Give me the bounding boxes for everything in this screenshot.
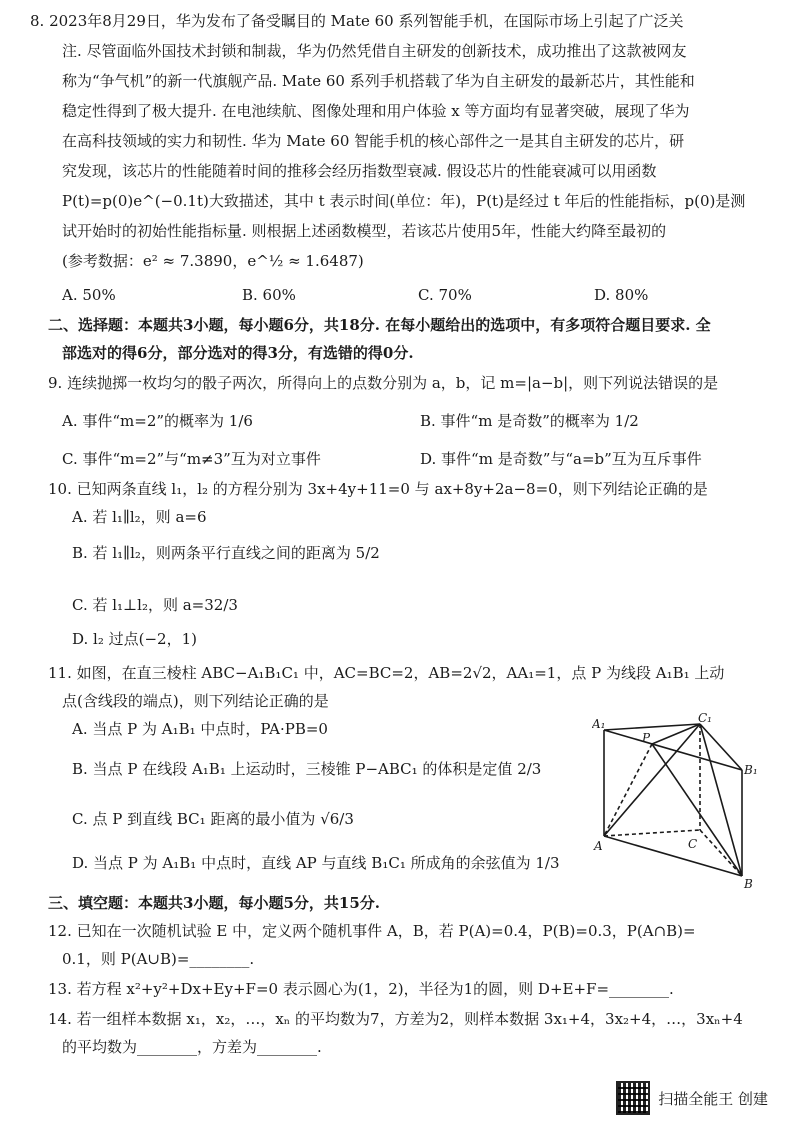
segment-p-b xyxy=(652,744,742,876)
qr-code-icon xyxy=(616,1081,650,1115)
label-b1: B₁ xyxy=(744,763,758,777)
q12-line-2: 0.1，则 P(A∪B)=________. xyxy=(62,950,255,968)
edge-a1-c1 xyxy=(604,724,700,730)
section3-heading: 三、填空题：本题共3小题，每小题5分，共15分. xyxy=(48,894,380,912)
q9-option-c: C. 事件“m=2”与“m≠3”互为对立事件 xyxy=(62,450,321,468)
section2-heading-line-1: 二、选择题：本题共3小题，每小题6分，共18分. 在每小题给出的选项中，有多项符合题目要求. 全 xyxy=(48,316,711,334)
segment-p-a xyxy=(604,744,652,836)
q14-line-1: 14. 若一组样本数据 x₁，x₂，…，xₙ 的平均数为7，方差为2，则样本数据 3x₁+4，3x₂+4，…，3xₙ+4 xyxy=(48,1010,743,1028)
q10-option-a: A. 若 l₁∥l₂，则 a=6 xyxy=(72,508,207,526)
label-a: A xyxy=(594,839,603,853)
q8-line-8: 试开始时的初始性能指标量. 则根据上述函数模型，若该芯片使用5年，性能大约降至最初的 xyxy=(62,222,667,240)
q8-reference-data: (参考数据：e² ≈ 7.3890，e^½ ≈ 1.6487) xyxy=(62,252,364,270)
q8-line-6: 究发现，该芯片的性能随着时间的推移会经历指数型衰减. 假设芯片的性能衰减可以用函数 xyxy=(62,162,657,180)
watermark-text: 扫描全能王 创建 xyxy=(658,1089,768,1108)
q11-stem-line-1: 11. 如图，在直三棱柱 ABC−A₁B₁C₁ 中，AC=BC=2，AB=2√2，AA₁=1，点 P 为线段 A₁B₁ 上动 xyxy=(48,664,725,682)
q8-line-5: 在高科技领域的实力和韧性. 华为 Mate 60 智能手机的核心部件之一是其自主研发的芯片，研 xyxy=(62,132,685,150)
section2-heading-line-2: 部选对的得6分，部分选对的得3分，有选错的得0分. xyxy=(62,344,414,362)
q8-line-4: 稳定性得到了极大提升. 在电池续航、图像处理和用户体验 x 等方面均有显著突破，展现了华为 xyxy=(62,102,690,120)
q8-option-b: B. 60% xyxy=(242,286,296,304)
label-b: B xyxy=(744,877,753,891)
q8-option-a: A. 50% xyxy=(62,286,116,304)
q14-line-2: 的平均数为________，方差为________. xyxy=(62,1038,322,1056)
scanner-watermark xyxy=(616,1081,768,1115)
q8-line-7: P(t)=p(0)e^(−0.1t)大致描述，其中 t 表示时间(单位：年)，P(t)是经过 t 年后的性能指标，p(0)是测 xyxy=(62,192,746,210)
label-p: P xyxy=(642,731,651,745)
q11-option-a: A. 当点 P 为 A₁B₁ 中点时，PA·PB=0 xyxy=(72,720,328,738)
edge-a-c xyxy=(604,830,700,836)
q13-line-1: 13. 若方程 x²+y²+Dx+Ey+F=0 表示圆心为(1，2)，半径为1的圆，则 D+E+F=________. xyxy=(48,980,674,998)
label-c1: C₁ xyxy=(698,712,712,725)
q8-option-c: C. 70% xyxy=(418,286,472,304)
q10-option-b: B. 若 l₁∥l₂，则两条平行直线之间的距离为 5/2 xyxy=(72,544,380,562)
q8-option-d: D. 80% xyxy=(594,286,649,304)
q11-stem-line-2: 点(含线段的端点)，则下列结论正确的是 xyxy=(62,692,329,710)
q9-option-b: B. 事件“m 是奇数”的概率为 1/2 xyxy=(420,412,639,430)
edge-a-b xyxy=(604,836,742,876)
prism-figure xyxy=(592,712,762,892)
q11-option-c: C. 点 P 到直线 BC₁ 距离的最小值为 √6/3 xyxy=(72,810,354,828)
q10-stem: 10. 已知两条直线 l₁，l₂ 的方程分别为 3x+4y+11=0 与 ax+8y+2a−8=0，则下列结论正确的是 xyxy=(48,480,708,498)
label-a1: A₁ xyxy=(592,717,606,731)
q9-stem: 9. 连续抛掷一枚均匀的骰子两次，所得向上的点数分别为 a，b，记 m=|a−b|，则下列说法错误的是 xyxy=(48,374,719,392)
label-c: C xyxy=(688,837,698,851)
q8-line-2: 注. 尽管面临外国技术封锁和制裁，华为仍然凭借自主研发的创新技术，成功推出了这款被网友 xyxy=(62,42,687,60)
q12-line-1: 12. 已知在一次随机试验 E 中，定义两个随机事件 A，B，若 P(A)=0.4，P(B)=0.3，P(A∩B)= xyxy=(48,922,696,940)
q9-option-d: D. 事件“m 是奇数”与“a=b”互为互斥事件 xyxy=(420,450,702,468)
q8-line-3: 称为“争气机”的新一代旗舰产品. Mate 60 系列手机搭载了华为自主研发的最新芯片，其性能和 xyxy=(62,72,695,90)
q11-option-b: B. 当点 P 在线段 A₁B₁ 上运动时，三棱锥 P−ABC₁ 的体积是定值 2/3 xyxy=(72,760,542,778)
q9-option-a: A. 事件“m=2”的概率为 1/6 xyxy=(62,412,253,430)
q8-line-1: 8. 2023年8月29日，华为发布了备受瞩目的 Mate 60 系列智能手机，在国际市场上引起了广泛关 xyxy=(30,12,684,30)
q11-option-d: D. 当点 P 为 A₁B₁ 中点时，直线 AP 与直线 B₁C₁ 所成角的余弦值为 1/3 xyxy=(72,854,560,872)
segment-a-c1 xyxy=(604,724,700,836)
q10-option-c: C. 若 l₁⊥l₂，则 a=32/3 xyxy=(72,596,238,614)
q10-option-d: D. l₂ 过点(−2，1) xyxy=(72,630,197,648)
